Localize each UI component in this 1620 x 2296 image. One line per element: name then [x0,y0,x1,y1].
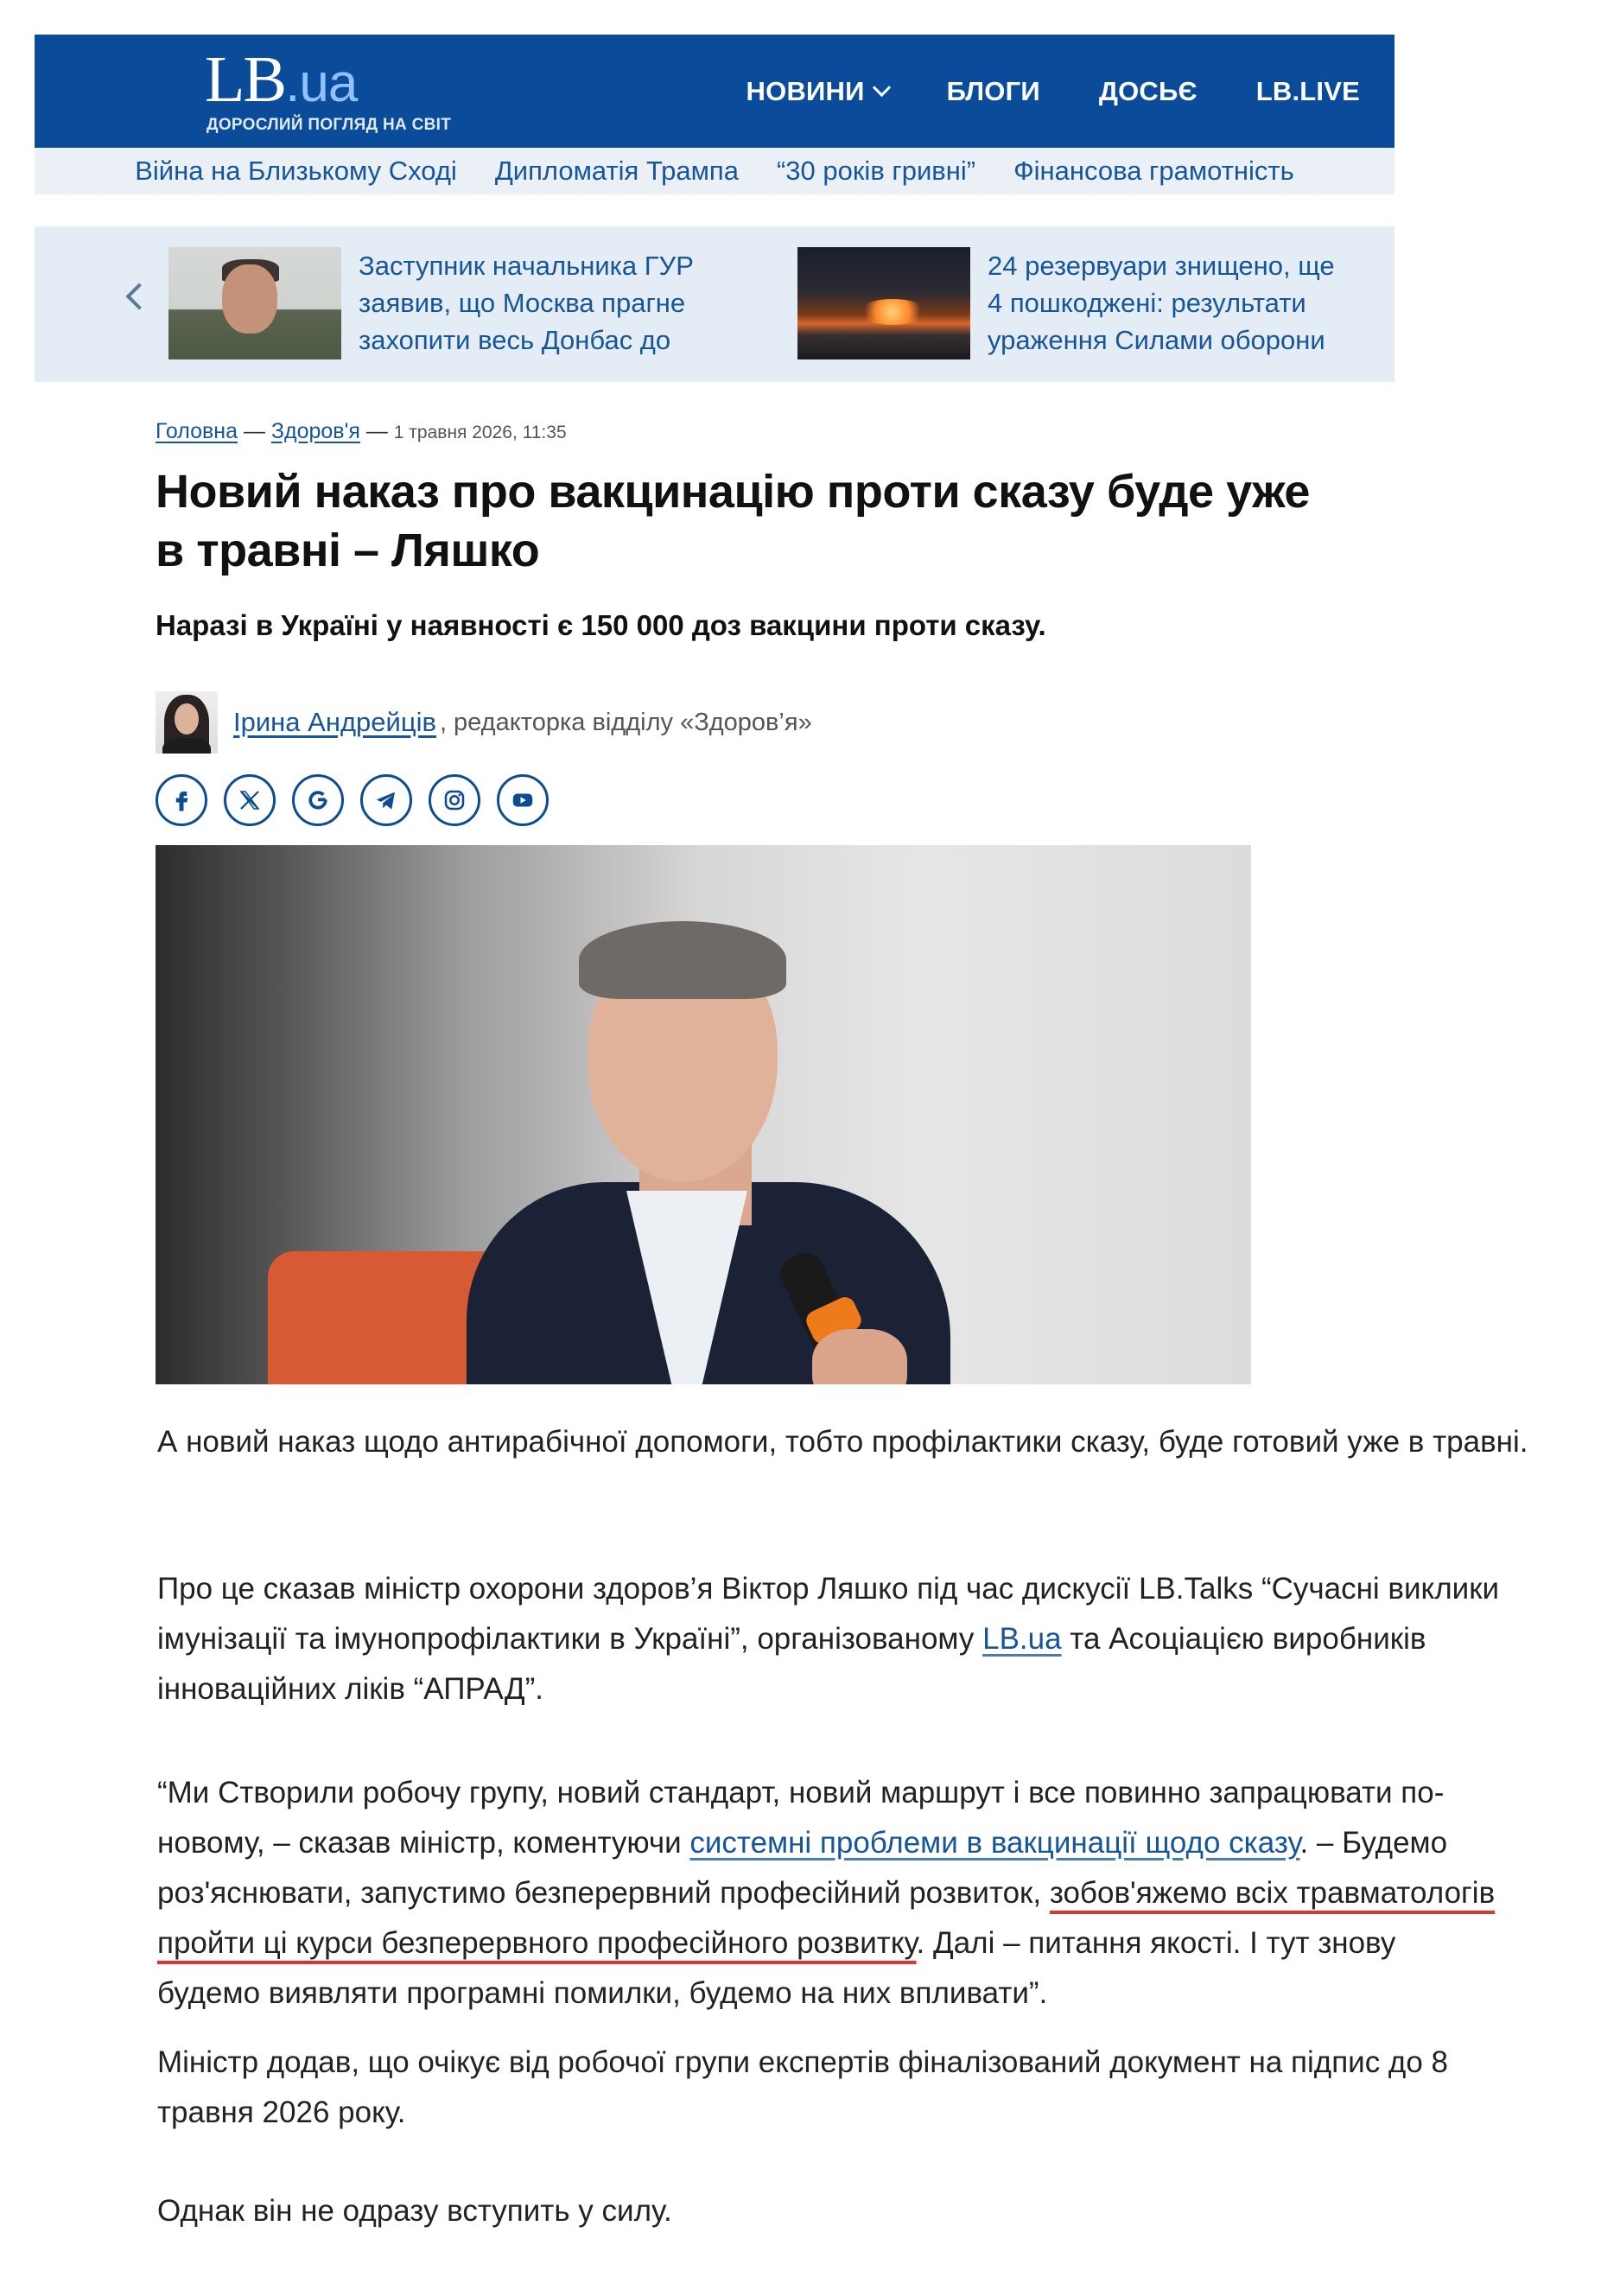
news-carousel [35,226,1394,382]
article-lead: Наразі в Україні у наявності є 150 000 доз вакцини проти сказу. [156,609,1046,641]
related-article-link[interactable]: системні проблеми в вакцинації щодо сказу [689,1826,1300,1860]
telegram-icon[interactable] [360,774,412,826]
carousel-item[interactable] [797,247,1350,359]
quote-paragraph: “Ми Створили робочу групу, новий стандарт, новий маршрут і все повинно запрацювати по-новому, – сказав міністр, коментуючи системні проблеми в вакцинації щодо сказу. – Будемо роз'яснювати, запустимо безперервний професійний розвиток, зобов'яжемо всіх травматологів пройти ці курси безперервного професійного розвитку. Далі – питання якості. І тут знову будемо виявляти програмні помилки, будемо на них впливати”. [157,1776,1496,2010]
paragraph: Про це сказав міністр охорони здоров’я Віктор Ляшко під час дискусії LB.Talks “Сучасні виклики імунізації та імунопрофілактики в Україні”, організованому LB.ua та Асоціацією виробників інноваційних ліків “АПРАД”. [157,1572,1500,1706]
topic-link[interactable]: Фінансова грамотність [1013,156,1294,186]
nav-news[interactable]: НОВИНИ [717,76,918,107]
breadcrumb-separator: — [365,419,388,443]
youtube-icon[interactable] [497,774,549,826]
site-logo[interactable] [168,43,452,140]
article-photo [156,845,1251,1384]
breadcrumb-separator: — [243,419,265,443]
topic-link[interactable]: Війна на Близькому Сході [135,156,457,186]
author-name[interactable]: Ірина Андрейців [233,707,436,737]
main-nav [717,35,1360,148]
paragraph: А новий наказ щодо антирабічної допомоги, тобто профілактики сказу, буде готовий уже в травні. [157,1425,1528,1459]
publish-date: 1 травня 2026, 11:35 [393,423,567,442]
chevron-down-icon [872,79,890,97]
carousel-headline: 24 резервуари знищено, ще 4 пошкоджені: результати ураження Силами оборони [988,251,1335,355]
nav-dossier[interactable]: ДОСЬЄ [1098,75,1198,106]
carousel-item[interactable] [168,247,721,359]
author-role: , редакторка відділу «Здоров’я» [439,708,812,736]
lb-ua-link[interactable]: LB.ua [982,1622,1062,1656]
carousel-thumbnail [797,247,970,359]
logo-wordmark: LB.ua [205,43,358,116]
logo-tagline: ДОРОСЛИЙ ПОГЛЯД НА СВІТ [206,116,452,134]
x-icon[interactable] [224,774,276,826]
highlighted-text: зобов'яжемо всіх травматологів пройти ці курси безперервного професійного розвитку [157,1876,1496,1960]
chevron-left-icon[interactable] [125,283,152,309]
breadcrumb-section[interactable]: Здоров'я [270,419,360,443]
author-avatar[interactable] [156,691,218,754]
topics-bar [35,148,1394,194]
paragraph: Однак він не одразу вступить у силу. [157,2194,672,2228]
topic-link[interactable]: “30 років гривні” [776,156,976,186]
carousel-thumbnail [168,247,341,359]
share-buttons [156,774,549,826]
site-header [35,35,1394,148]
nav-lb-live[interactable]: LB.LIVE [1255,75,1360,106]
nav-blogs[interactable]: БЛОГИ [946,75,1040,106]
author-block [156,691,812,754]
breadcrumb [156,419,567,444]
breadcrumb-home[interactable]: Головна [156,419,238,443]
google-icon[interactable] [292,774,344,826]
instagram-icon[interactable] [429,774,480,826]
article-title: Новий наказ про вакцинацію проти сказу буде уже в травні – Ляшко [156,466,1310,576]
carousel-headline: Заступник начальника ГУР заявив, що Москва прагне захопити весь Донбас до [359,251,694,355]
topic-link[interactable]: Дипломатія Трампа [494,156,739,186]
facebook-icon[interactable] [156,774,207,826]
paragraph: Міністр додав, що очікує від робочої групи експертів фіналізований документ на підпис до 8 травня 2026 року. [157,2045,1448,2129]
